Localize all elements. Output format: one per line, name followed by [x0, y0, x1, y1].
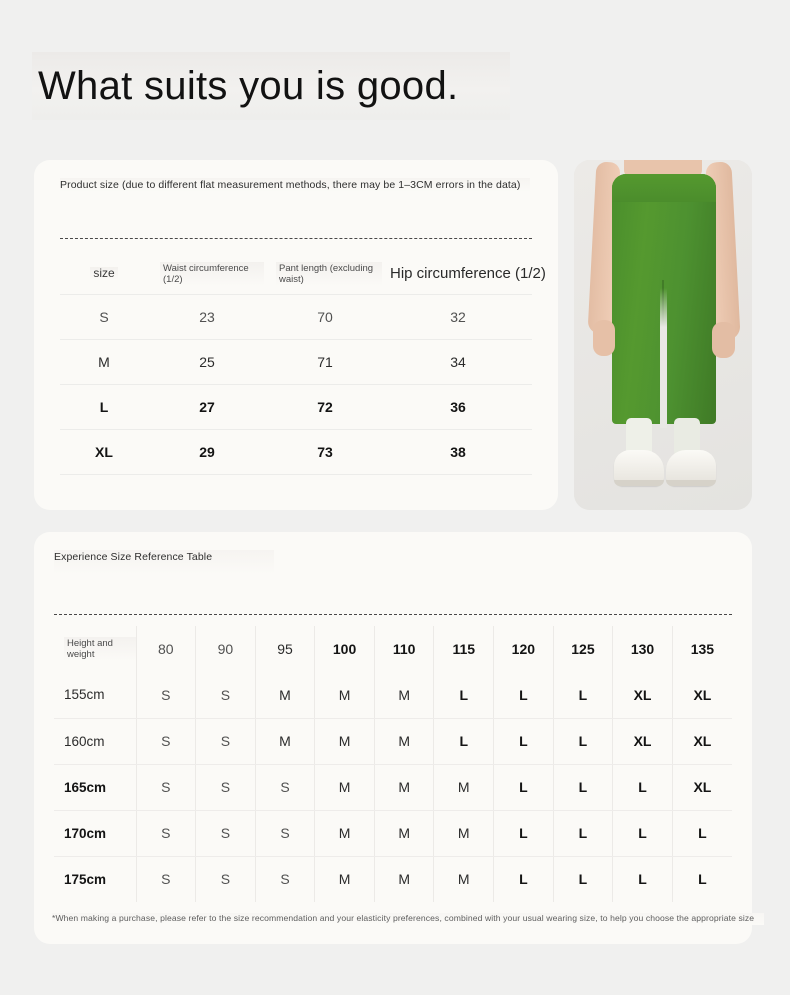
column-header-hip-label: Hip circumference (1/2) [390, 265, 546, 283]
cell-size: M [374, 856, 434, 902]
page-title: What suits you is good. [38, 64, 459, 108]
cell-size: L [494, 764, 554, 810]
column-header-weight-90: 90 [196, 626, 256, 672]
cell-length: 72 [266, 384, 384, 429]
cell-hip: 34 [384, 339, 532, 384]
cell-size: S [136, 810, 196, 856]
table-header-row [60, 254, 532, 294]
column-header-weight-100: 100 [315, 626, 375, 672]
cell-waist: 25 [148, 339, 266, 384]
cell-size: XL [613, 672, 673, 718]
cell-waist: 23 [148, 294, 266, 339]
product-size-card [34, 160, 558, 510]
column-header-weight-80: 80 [136, 626, 196, 672]
row-header-height: 155cm [54, 672, 136, 718]
cell-size: L [494, 810, 554, 856]
table-row [54, 764, 732, 810]
model-right-hand [712, 322, 735, 358]
cell-size: M [255, 672, 315, 718]
cell-hip: 32 [384, 294, 532, 339]
model-left-hand [593, 320, 615, 356]
row-header-height: 160cm [54, 718, 136, 764]
table-row [54, 718, 732, 764]
cell-size: S [255, 810, 315, 856]
row-header-height: 165cm [54, 764, 136, 810]
cell-size: L [672, 810, 732, 856]
cell-size: M [315, 856, 375, 902]
cell-size: S [60, 294, 148, 339]
cell-size: S [136, 672, 196, 718]
cell-size: L [494, 856, 554, 902]
cell-size: L [553, 764, 613, 810]
cell-size: XL [672, 672, 732, 718]
column-header-weight-95: 95 [255, 626, 315, 672]
size-footnote: *When making a purchase, please refer to the size recommendation and your elasticity preferences, combined with your usual wearing size, to help you choose the appropriate size [52, 913, 764, 925]
cell-size: L [553, 810, 613, 856]
cell-size: M [315, 810, 375, 856]
column-header-waist [148, 254, 266, 294]
right-sole [666, 480, 716, 486]
product-size-table [60, 254, 546, 475]
cell-size: L [434, 672, 494, 718]
left-sole [614, 480, 664, 486]
cell-size: XL [672, 718, 732, 764]
cell-size: M [374, 764, 434, 810]
cell-size: XL [613, 718, 673, 764]
cell-length: 73 [266, 429, 384, 474]
product-photo [574, 160, 752, 510]
cell-size: S [255, 764, 315, 810]
column-header-hip [384, 254, 546, 294]
page-title-banner [32, 52, 510, 120]
column-header-weight-110: 110 [374, 626, 434, 672]
cell-size: L [553, 856, 613, 902]
cell-size: M [315, 672, 375, 718]
experience-reference-card [34, 532, 752, 944]
cell-size: S [136, 764, 196, 810]
cell-size: M [255, 718, 315, 764]
table-row [54, 672, 732, 718]
cell-size: S [196, 718, 256, 764]
column-header-height-weight [54, 626, 136, 672]
cell-size: L [494, 718, 554, 764]
cell-size: L [613, 856, 673, 902]
cell-size: S [196, 810, 256, 856]
cell-hip: 36 [384, 384, 532, 429]
cell-length: 70 [266, 294, 384, 339]
row-header-height: 175cm [54, 856, 136, 902]
cell-size: L [698, 871, 707, 888]
column-header-weight-130: 130 [613, 626, 673, 672]
cell-size: S [196, 764, 256, 810]
table-row [54, 856, 732, 902]
cell-size: XL [60, 429, 148, 474]
cell-size: M [374, 718, 434, 764]
column-header-weight-125: 125 [553, 626, 613, 672]
product-photo-card [574, 160, 752, 510]
table-row [60, 429, 532, 474]
cell-size: M [315, 718, 375, 764]
cell-size: S [196, 672, 256, 718]
cell-size: XL [672, 764, 732, 810]
cell-size: L [553, 672, 613, 718]
cell-size: S [196, 856, 256, 902]
leggings-waistband [612, 174, 716, 202]
column-header-weight-115: 115 [434, 626, 494, 672]
table-row [60, 384, 532, 429]
cell-size: M [434, 764, 494, 810]
cell-length: 71 [266, 339, 384, 384]
cell-size: M [434, 810, 494, 856]
cell-size: M [315, 764, 375, 810]
size-card-divider [60, 238, 532, 239]
column-header-length [266, 254, 384, 294]
experience-reference-table [54, 626, 732, 902]
reference-table-note: Experience Size Reference Table [54, 550, 274, 574]
cell-size: M [60, 339, 148, 384]
table-header-row [54, 626, 732, 672]
reference-card-divider [54, 614, 732, 615]
cell-waist: 27 [148, 384, 266, 429]
column-header-height-weight-label: Height and weight [64, 637, 136, 661]
column-header-waist-label: Waist circumference (1/2) [160, 262, 264, 286]
table-row [54, 810, 732, 856]
column-header-length-label: Pant length (excluding waist) [276, 262, 382, 286]
column-header-size [60, 254, 148, 294]
cell-size: M [434, 856, 494, 902]
column-header-weight-135: 135 [690, 641, 715, 657]
product-size-note: Product size (due to different flat measurement methods, there may be 1–3CM errors in the data) [60, 178, 530, 192]
table-row [60, 339, 532, 384]
column-header-weight-120: 120 [494, 626, 554, 672]
cell-size: L [60, 384, 148, 429]
cell-size: L [553, 718, 613, 764]
cell-size: M [374, 810, 434, 856]
cell-waist: 29 [148, 429, 266, 474]
column-header-size-label: size [90, 267, 117, 280]
row-header-height: 170cm [54, 810, 136, 856]
cell-size: S [136, 856, 196, 902]
cell-hip: 38 [384, 429, 532, 474]
table-row [60, 294, 532, 339]
cell-size: S [255, 856, 315, 902]
legs-gap [660, 288, 667, 428]
cell-size: L [434, 718, 494, 764]
cell-size: M [374, 672, 434, 718]
cell-size: L [494, 672, 554, 718]
cell-size: S [136, 718, 196, 764]
cell-size: L [613, 810, 673, 856]
cell-size: L [613, 764, 673, 810]
